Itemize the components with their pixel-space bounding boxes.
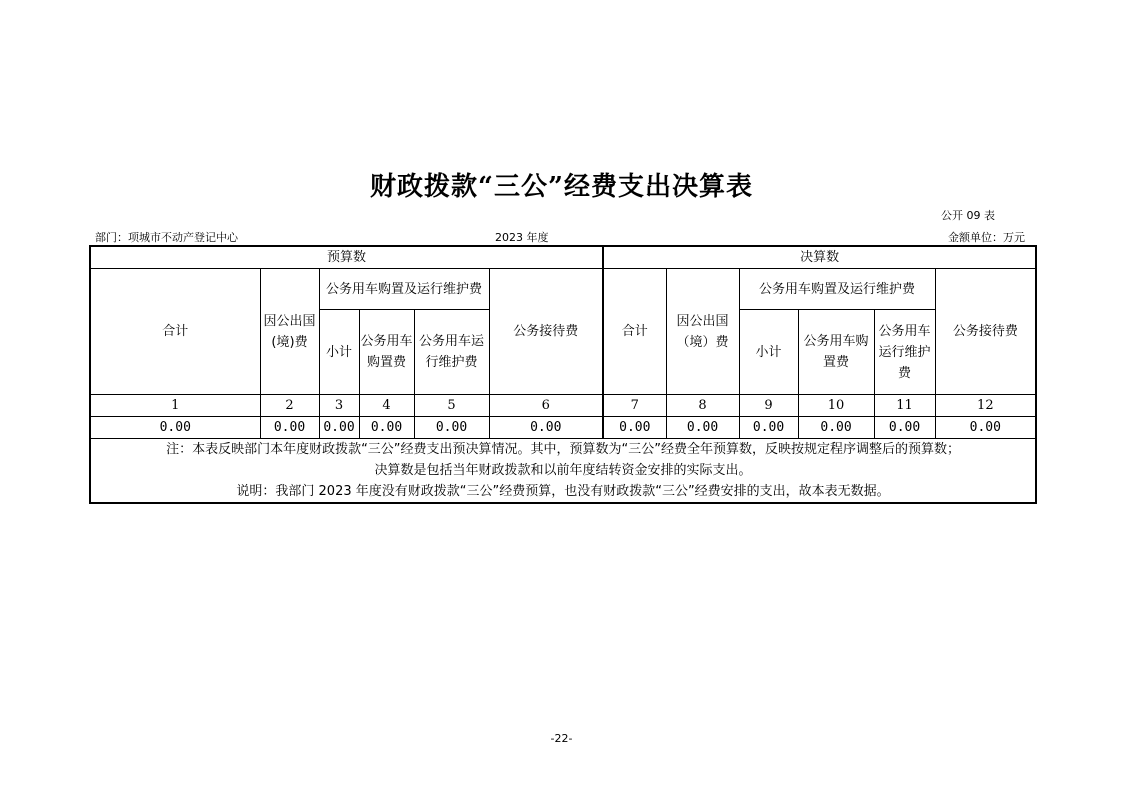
department-label: 部门：项城市不动产登记中心: [95, 231, 238, 244]
value-cell: 0.00: [359, 417, 414, 439]
budget-vehicle-operation-header: 公务用车运行维护费: [414, 310, 489, 395]
document-title: 财政拨款“三公”经费支出决算表: [370, 172, 753, 202]
column-number: 2: [260, 395, 319, 417]
final-vehicle-purchase-header: 公务用车购置费: [798, 310, 874, 395]
value-cell: 0.00: [874, 417, 935, 439]
column-number: 8: [666, 395, 739, 417]
column-number: 11: [874, 395, 935, 417]
value-cell: 0.00: [90, 417, 260, 439]
column-number: 12: [935, 395, 1036, 417]
column-number: 5: [414, 395, 489, 417]
budget-vehicle-group-header: 公务用车购置及运行维护费: [319, 269, 489, 310]
note-line: 注：本表反映部门本年度财政拨款“三公”经费支出预决算情况。其中，预算数为“三公”经费全年预算数，反映按规定程序调整后的预算数；: [166, 442, 961, 457]
column-number: 1: [90, 395, 260, 417]
note-line: 决算数是包括当年财政拨款和以前年度结转资金安排的实际支出。: [374, 463, 752, 478]
budget-reception-header: 公务接待费: [489, 269, 603, 395]
column-number: 9: [739, 395, 798, 417]
column-number: 6: [489, 395, 603, 417]
column-number-row: [90, 395, 1036, 417]
final-total-header: 合计: [603, 269, 666, 395]
fiscal-year: 2023 年度: [495, 231, 549, 244]
final-vehicle-operation-header: 公务用车运行维护费: [874, 310, 935, 395]
value-cell: 0.00: [319, 417, 359, 439]
column-number: 3: [319, 395, 359, 417]
form-number: 公开 09 表: [941, 209, 995, 222]
final-abroad-header: 因公出国（境）费: [666, 269, 739, 395]
final-group-header: 决算数: [603, 246, 1036, 269]
table-notes: [90, 439, 1036, 504]
column-number: 7: [603, 395, 666, 417]
column-number: 4: [359, 395, 414, 417]
budget-group-header: 预算数: [90, 246, 603, 269]
three-public-expenses-table: [89, 245, 1037, 504]
page-number: -22-: [550, 732, 573, 745]
value-cell: 0.00: [798, 417, 874, 439]
final-vehicle-subtotal-header: 小计: [739, 310, 798, 395]
value-cell: 0.00: [489, 417, 603, 439]
final-vehicle-group-header: 公务用车购置及运行维护费: [739, 269, 935, 310]
value-cell: 0.00: [935, 417, 1036, 439]
budget-vehicle-subtotal-header: 小计: [319, 310, 359, 395]
table-row: [90, 417, 1036, 439]
budget-total-header: 合计: [90, 269, 260, 395]
budget-abroad-header: 因公出国(境)费: [260, 269, 319, 395]
value-cell: 0.00: [603, 417, 666, 439]
value-cell: 0.00: [414, 417, 489, 439]
final-reception-header: 公务接待费: [935, 269, 1036, 395]
budget-vehicle-purchase-header: 公务用车购置费: [359, 310, 414, 395]
amount-unit: 金额单位：万元: [948, 231, 1025, 244]
column-number: 10: [798, 395, 874, 417]
explanation-line: 说明：我部门 2023 年度没有财政拨款“三公”经费预算，也没有财政拨款“三公”经费安排的支出，故本表无数据。: [236, 484, 890, 499]
value-cell: 0.00: [260, 417, 319, 439]
value-cell: 0.00: [666, 417, 739, 439]
value-cell: 0.00: [739, 417, 798, 439]
